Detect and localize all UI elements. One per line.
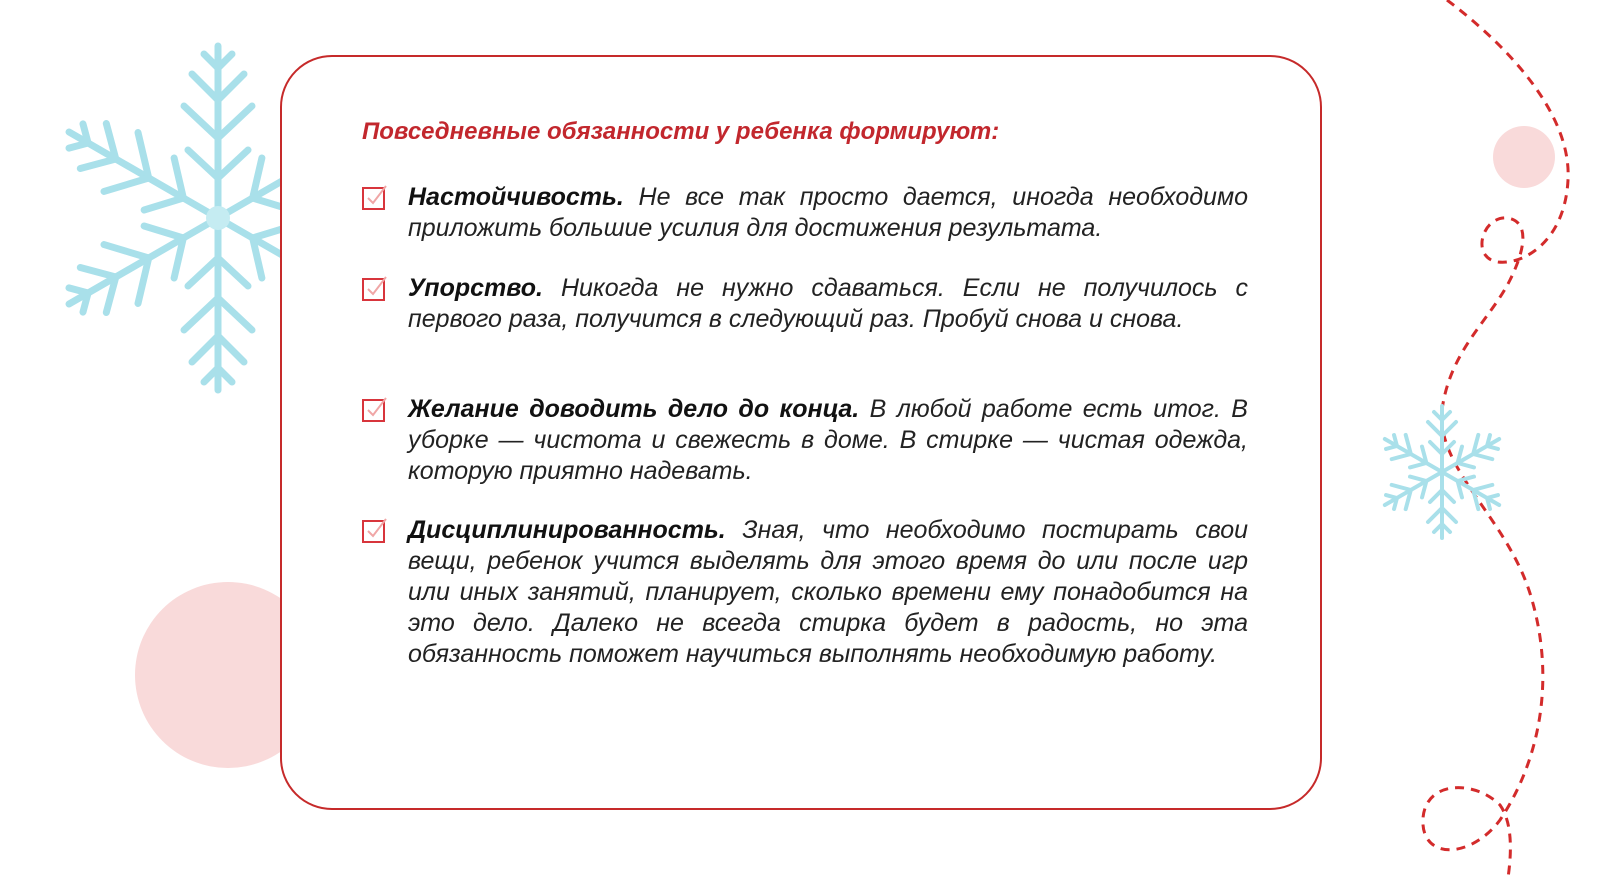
item-text: Зная, что необходимо постирать свои вещи, ребенок учится выделять для этого время до или после игр или иных занятий, планирует, сколько времени ему понадобится на это дело. Далеко не всегда стирка будет в радость, но эта обязанность поможет научиться выполнять необходимую работу.: [408, 516, 1248, 668]
item-title: Упорство.: [408, 274, 543, 302]
list-item: [362, 515, 1248, 670]
item-title: Дисциплинированность.: [408, 516, 726, 544]
item-text: В любой работе есть итог. В уборке — чистота и свежесть в доме. В стирке — чистая одежда, которую приятно надевать.: [408, 395, 1248, 485]
checkbox-check-icon: [362, 275, 388, 301]
snowflake-icon: [1372, 402, 1512, 542]
list-item: [362, 394, 1248, 487]
checkbox-check-icon: [362, 396, 388, 422]
checkbox-check-icon: [362, 517, 388, 543]
item-title: Желание доводить дело до конца.: [408, 395, 860, 423]
item-text: Не все так просто дается, иногда необходимо приложить большие усилия для достижения результата.: [408, 183, 1249, 242]
item-title: Настойчивость.: [408, 183, 624, 211]
item-text: Никогда не нужно сдаваться. Если не получилось с первого раза, получится в следующий раз. Пробуй снова и снова.: [408, 274, 1249, 333]
page-title: Повседневные обязанности у ребенка формируют:: [362, 118, 1000, 145]
list-item: [362, 182, 1248, 244]
checkbox-check-icon: [362, 184, 388, 210]
list-item: [362, 273, 1248, 335]
